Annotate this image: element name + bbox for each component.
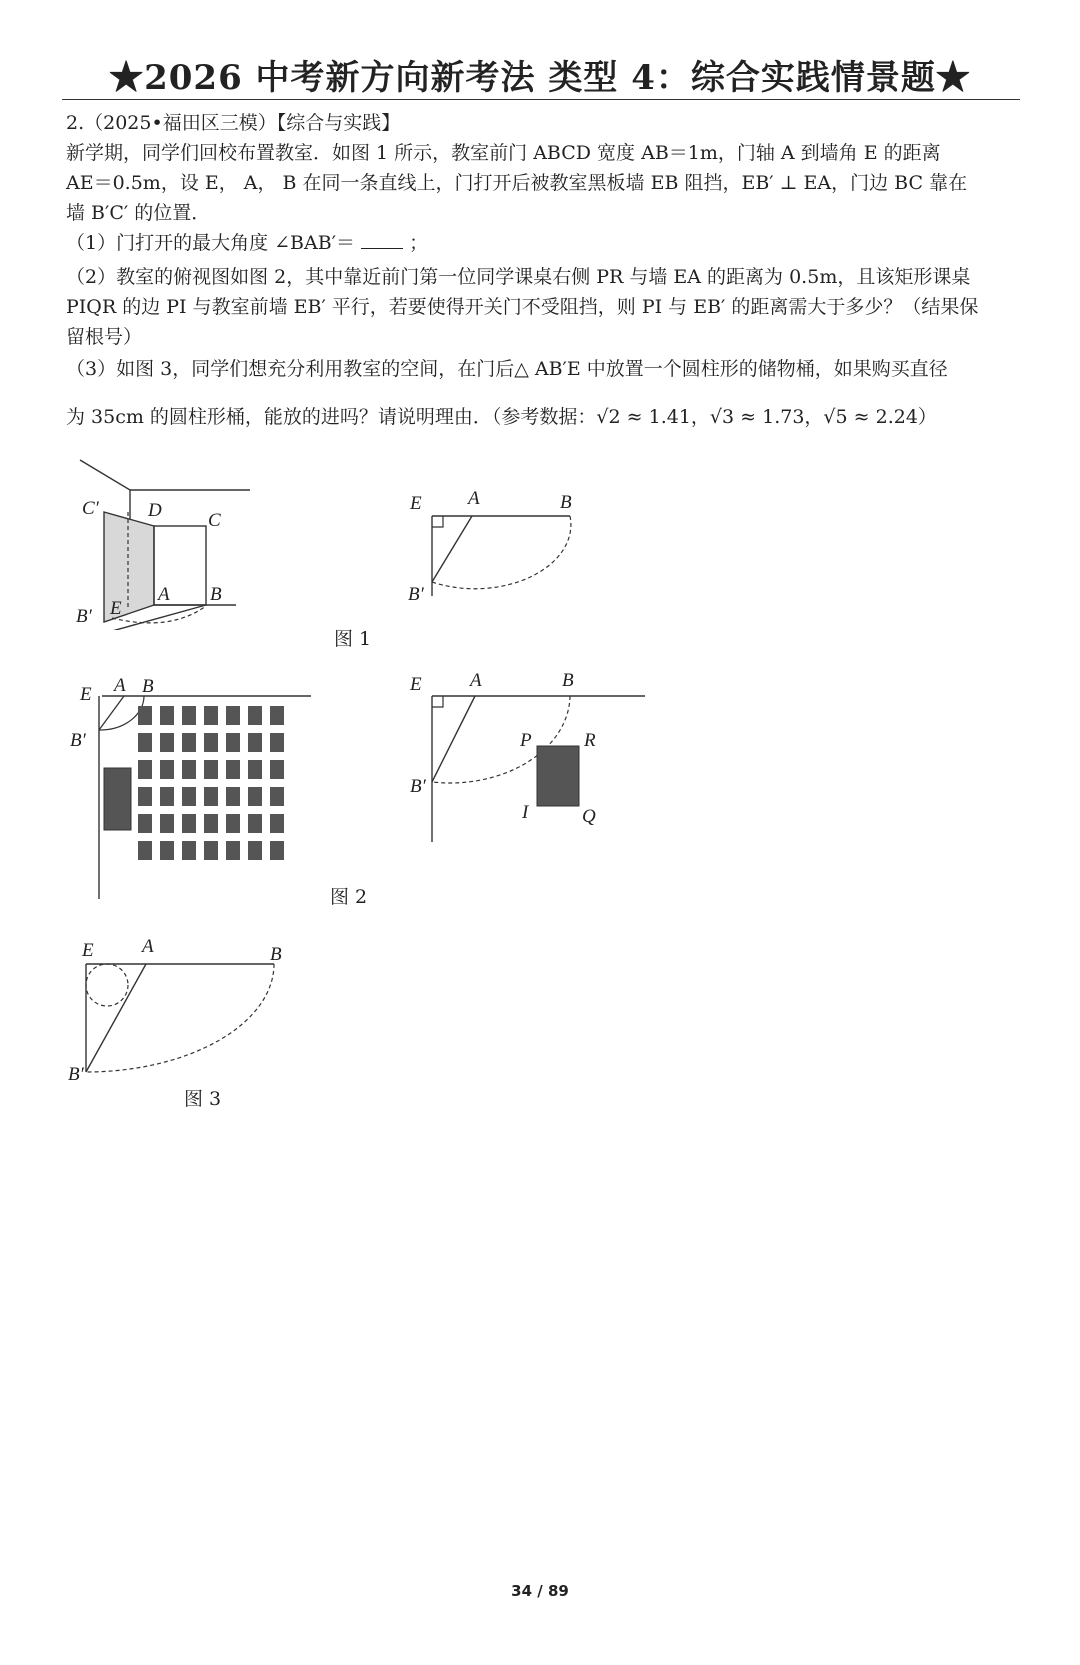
question-2-line: 留根号）: [66, 326, 143, 348]
label-C: C: [208, 510, 221, 531]
desk: [160, 760, 174, 779]
label-B: B: [560, 492, 572, 513]
question-2-line: PIQR 的边 PI 与教室前墙 EB′ 平行，若要使得开关门不受阻挡，则 PI 与 EB′ 的距离需大于多少？（结果保: [66, 296, 979, 318]
problem-text-line: AE＝0.5m，设 E， A， B 在同一条直线上，门打开后被教室黑板墙 EB 阻挡，EB′ ⊥ EA，门边 BC 靠在: [66, 172, 968, 194]
desk: [226, 733, 240, 752]
desk: [204, 787, 218, 806]
page-title: ★2026 中考新方向新考法 类型 4：综合实践情景题★: [109, 58, 971, 98]
label-A: A: [468, 488, 480, 509]
label-B-prime: B′: [68, 1064, 84, 1084]
question-1-text: （1）门打开的最大角度 ∠BAB′＝: [66, 232, 356, 254]
label-B: B: [270, 944, 282, 965]
figure-2-caption: 图 2: [330, 886, 368, 908]
label-E: E: [80, 684, 92, 705]
label-A: A: [114, 675, 126, 696]
desk: [248, 814, 262, 833]
figure-2-desk-diagram: [400, 660, 650, 854]
desk-grid: [138, 706, 284, 860]
desk: [248, 760, 262, 779]
problem-text-line: 新学期，同学们回校布置教室．如图 1 所示，教室前门 ABCD 宽度 AB＝1m，门轴 A 到墙角 E 的距离: [66, 142, 941, 164]
desk: [182, 706, 196, 725]
question-3-line: 为 35cm 的圆柱形桶，能放的进吗？请说明理由．（参考数据：√2 ≈ 1.41，√3 ≈ 1.73，√5 ≈ 2.24）: [66, 406, 937, 428]
label-B-prime: B′: [408, 584, 424, 605]
question-1-end: ；: [409, 232, 429, 254]
figure-3-storage-bucket: [64, 934, 294, 1088]
desk: [138, 814, 152, 833]
desk: [226, 706, 240, 725]
label-B: B: [142, 676, 154, 697]
desk: [226, 760, 240, 779]
desk: [270, 787, 284, 806]
figure-1-caption: 图 1: [334, 628, 372, 650]
problem-text-line: 墙 B′C′ 的位置．: [66, 202, 211, 224]
desk: [226, 787, 240, 806]
desk: [138, 760, 152, 779]
label-Q: Q: [582, 806, 596, 827]
desk: [248, 706, 262, 725]
desk: [270, 706, 284, 725]
desk: [204, 760, 218, 779]
desk: [160, 787, 174, 806]
label-B: B: [562, 670, 574, 691]
desk: [160, 814, 174, 833]
label-R: R: [584, 730, 596, 751]
figure-3-caption: 图 3: [184, 1088, 222, 1110]
desk: [204, 841, 218, 860]
question-1: [66, 228, 1018, 258]
question-2-line: （2）教室的俯视图如图 2，其中靠近前门第一位同学课桌右侧 PR 与墙 EA 的距离为 0.5m，且该矩形课桌: [66, 266, 971, 288]
desk: [204, 814, 218, 833]
label-E: E: [410, 493, 422, 514]
label-A: A: [142, 936, 154, 957]
desk: [270, 814, 284, 833]
question-3-line: （3）如图 3，同学们想充分利用教室的空间，在门后△ AB′E 中放置一个圆柱形的储物桶，如果购买直径: [66, 358, 948, 380]
desk: [138, 841, 152, 860]
desk: [204, 733, 218, 752]
desk: [160, 706, 174, 725]
desk: [182, 787, 196, 806]
label-B: B: [210, 584, 222, 605]
label-B-prime: B′: [410, 776, 426, 797]
page-number: 34 / 89: [511, 1582, 569, 1600]
label-C-prime: C′: [82, 498, 99, 519]
label-E: E: [110, 598, 122, 619]
desk: [248, 841, 262, 860]
desk: [226, 841, 240, 860]
desk: [204, 706, 218, 725]
desk: [270, 760, 284, 779]
desk: [138, 733, 152, 752]
desk: [160, 733, 174, 752]
label-P: P: [520, 730, 532, 751]
label-B-prime: B′: [70, 730, 86, 751]
label-B-prime: B′: [76, 606, 92, 627]
desk: [270, 841, 284, 860]
answer-blank[interactable]: [361, 230, 403, 249]
problem-heading: 2.（2025•福田区三模）【综合与实践】: [66, 112, 401, 134]
figure-2-classroom-layout: [66, 664, 316, 908]
label-I: I: [522, 802, 529, 823]
desk: [248, 787, 262, 806]
title-divider: [62, 99, 1020, 100]
label-A: A: [470, 670, 482, 691]
label-D: D: [148, 500, 162, 521]
label-E: E: [410, 674, 422, 695]
desk: [182, 760, 196, 779]
desk: [248, 733, 262, 752]
desk: [226, 814, 240, 833]
label-A: A: [158, 584, 170, 605]
desk: [270, 733, 284, 752]
label-E: E: [82, 940, 94, 961]
desk: [138, 706, 152, 725]
figure-1-top-view: [400, 484, 600, 618]
figure-1-3d-door: [60, 450, 260, 634]
desk: [160, 841, 174, 860]
desk: [182, 733, 196, 752]
desk: [182, 814, 196, 833]
desk: [182, 841, 196, 860]
desk: [138, 787, 152, 806]
